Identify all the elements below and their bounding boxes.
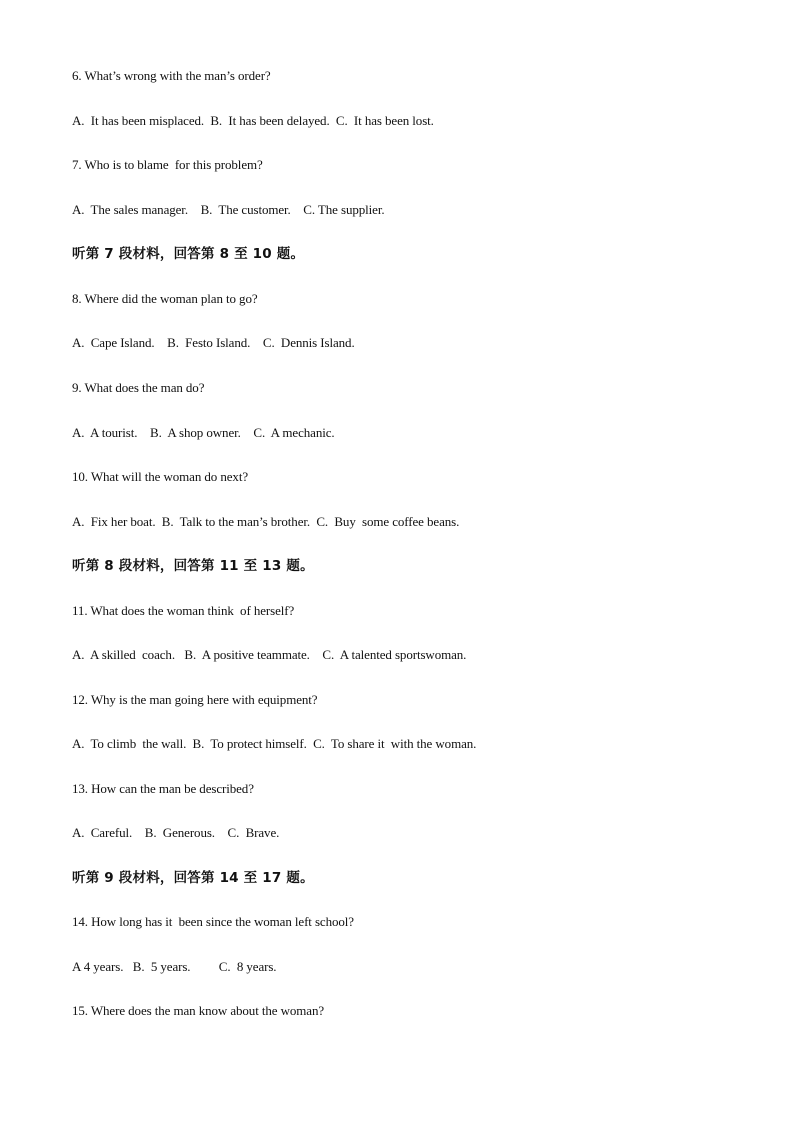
question-7: 7. Who is to blame for this problem? [72, 157, 263, 172]
question-14: 14. How long has it been since the woman left school? [72, 914, 354, 929]
section-heading-7: 听第 7 段材料，回答第 8 至 10 题。 [72, 246, 305, 262]
question-12: 12. Why is the man going here with equipment? [72, 692, 318, 707]
question-13: 13. How can the man be described? [72, 781, 254, 796]
options-12: A. To climb the wall. B. To protect himself. C. To share it with the woman. [72, 736, 477, 751]
question-15: 15. Where does the man know about the woman? [72, 1003, 325, 1018]
options-9: A. A tourist. B. A shop owner. C. A mechanic. [72, 425, 335, 440]
question-10: 10. What will the woman do next? [72, 469, 248, 484]
question-11: 11. What does the woman think of herself? [72, 603, 295, 618]
options-6: A. It has been misplaced. B. It has been delayed. C. It has been lost. [72, 113, 434, 128]
question-6: 6. What’s wrong with the man’s order? [72, 68, 271, 83]
options-8: A. Cape Island. B. Festo Island. C. Dennis Island. [72, 335, 355, 350]
options-11: A. A skilled coach. B. A positive teammate. C. A talented sportswoman. [72, 647, 467, 662]
question-8: 8. Where did the woman plan to go? [72, 291, 258, 306]
options-10: A. Fix her boat. B. Talk to the man’s brother. C. Buy some coffee beans. [72, 514, 460, 529]
options-13: A. Careful. B. Generous. C. Brave. [72, 825, 280, 840]
question-9: 9. What does the man do? [72, 380, 205, 395]
options-14: A 4 years. B. 5 years. C. 8 years. [72, 959, 277, 974]
section-heading-9: 听第 9 段材料，回答第 14 至 17 题。 [72, 870, 314, 886]
options-7: A. The sales manager. B. The customer. C. The supplier. [72, 202, 385, 217]
section-heading-8: 听第 8 段材料，回答第 11 至 13 题。 [72, 558, 314, 574]
